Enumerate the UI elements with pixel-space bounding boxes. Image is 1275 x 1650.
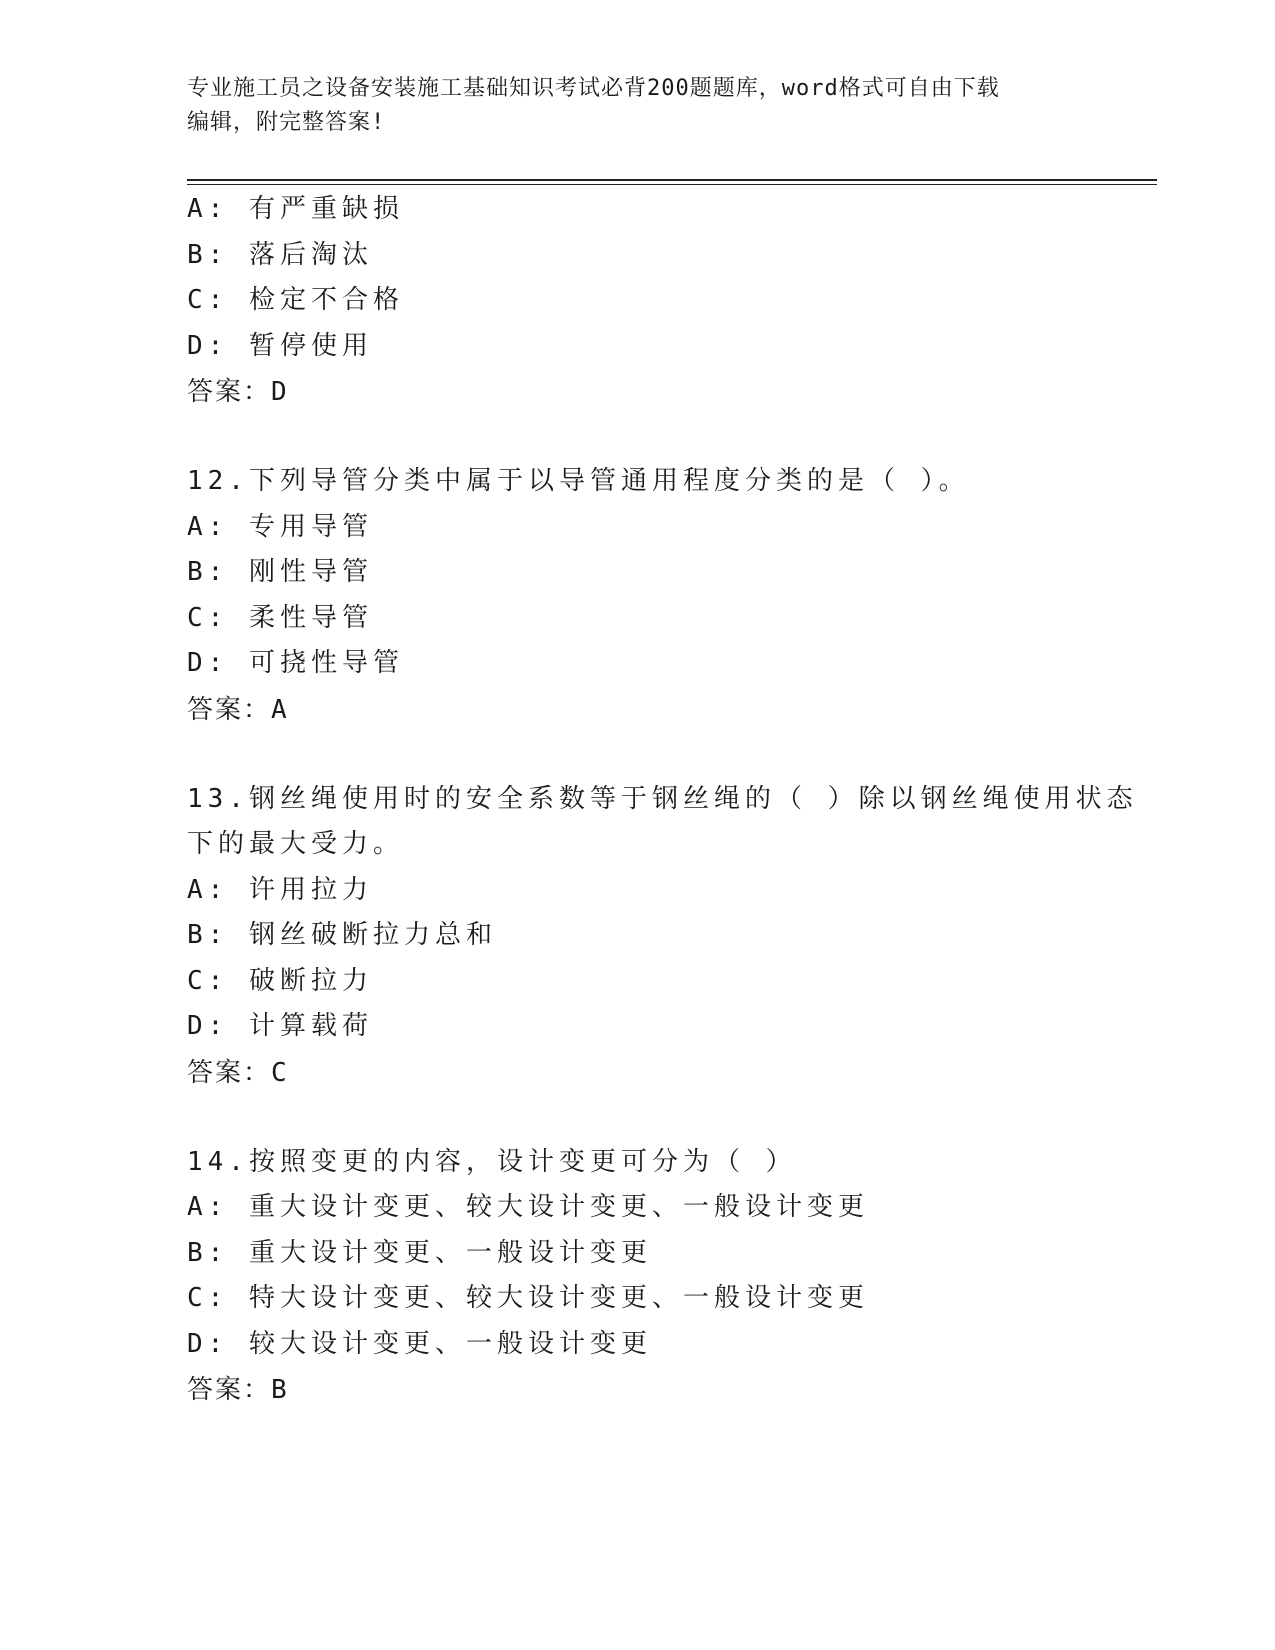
question-13	[187, 777, 1138, 1096]
document-header	[187, 72, 1087, 140]
answer-value: B	[271, 1375, 289, 1405]
option-text: 专用导管	[248, 511, 373, 542]
option-a	[187, 505, 1087, 551]
option-text: 钢丝破断拉力总和	[248, 920, 497, 950]
spacer	[187, 1096, 1087, 1140]
option-letter: C:	[187, 285, 229, 315]
option-a	[187, 1185, 1087, 1231]
option-c	[187, 596, 1087, 642]
answer-label: 答案：	[187, 1375, 272, 1405]
option-text: 有严重缺损	[248, 194, 404, 224]
question-list	[187, 187, 1138, 1413]
option-letter: B:	[187, 557, 229, 587]
option-letter: B:	[187, 920, 229, 950]
option-d	[187, 1004, 1087, 1050]
header-title-line-1: 专业施工员之设备安装施工基础知识考试必背200题题库，word格式可自由下载	[187, 76, 1000, 101]
option-text: 特大设计变更、较大设计变更、一般设计变更	[248, 1283, 869, 1313]
answer-line	[187, 369, 1087, 415]
answer-line	[187, 1367, 1087, 1413]
option-d	[187, 324, 1087, 370]
option-letter: D:	[187, 1011, 229, 1041]
question-text: 12.下列导管分类中属于以导管通用程度分类的是（ ）。	[187, 466, 970, 496]
option-letter: A:	[187, 511, 229, 542]
answer-label: 答案：	[187, 1057, 272, 1088]
option-text: 落后淘汰	[248, 239, 373, 270]
option-b	[187, 913, 1087, 959]
question-text-line-2: 下的最大受力。	[187, 829, 405, 859]
option-text: 刚性导管	[248, 557, 373, 587]
spacer	[187, 733, 1087, 777]
answer-label: 答案：	[187, 377, 272, 407]
option-letter: C:	[187, 965, 229, 996]
option-b	[187, 550, 1087, 596]
header-divider-thick	[187, 179, 1157, 181]
option-letter: A:	[187, 874, 229, 905]
option-c	[187, 1276, 1087, 1322]
header-divider-thin	[187, 184, 1157, 185]
option-text: 暂停使用	[248, 330, 373, 361]
option-text: 可挠性导管	[248, 648, 404, 678]
option-text: 重大设计变更、一般设计变更	[248, 1237, 652, 1268]
answer-line	[187, 1050, 1087, 1096]
question-text-line-1: 13.钢丝绳使用时的安全系数等于钢丝绳的（ ）除以钢丝绳使用状态	[187, 783, 1138, 814]
option-letter: C:	[187, 602, 229, 633]
header-title-line-2: 编辑，附完整答案!	[187, 110, 386, 135]
option-b	[187, 233, 1087, 279]
option-d	[187, 641, 1087, 687]
option-text: 计算载荷	[248, 1011, 373, 1041]
answer-value: D	[271, 377, 289, 407]
option-letter: B:	[187, 1237, 229, 1268]
question-text: 14.按照变更的内容，设计变更可分为（ ）	[187, 1146, 797, 1177]
spacer	[187, 415, 1087, 459]
option-a	[187, 187, 1087, 233]
question-14	[187, 1140, 1087, 1414]
answer-value: A	[271, 694, 289, 725]
answer-value: C	[271, 1057, 289, 1088]
option-letter: A:	[187, 1192, 229, 1222]
option-text: 柔性导管	[248, 602, 373, 633]
option-letter: A:	[187, 194, 229, 224]
option-text: 破断拉力	[248, 965, 373, 996]
option-text: 较大设计变更、一般设计变更	[248, 1328, 652, 1359]
question-11	[187, 187, 1087, 415]
option-d	[187, 1322, 1087, 1368]
option-letter: C:	[187, 1283, 229, 1313]
answer-label: 答案：	[187, 694, 272, 725]
option-letter: B:	[187, 239, 229, 270]
question-12	[187, 459, 1087, 733]
option-c	[187, 278, 1087, 324]
option-text: 检定不合格	[248, 285, 404, 315]
option-letter: D:	[187, 1328, 229, 1359]
option-b	[187, 1231, 1087, 1277]
option-letter: D:	[187, 330, 229, 361]
option-letter: D:	[187, 648, 229, 678]
option-a	[187, 868, 1087, 914]
option-text: 重大设计变更、较大设计变更、一般设计变更	[248, 1192, 869, 1222]
option-c	[187, 959, 1087, 1005]
option-text: 许用拉力	[248, 874, 373, 905]
answer-line	[187, 687, 1087, 733]
